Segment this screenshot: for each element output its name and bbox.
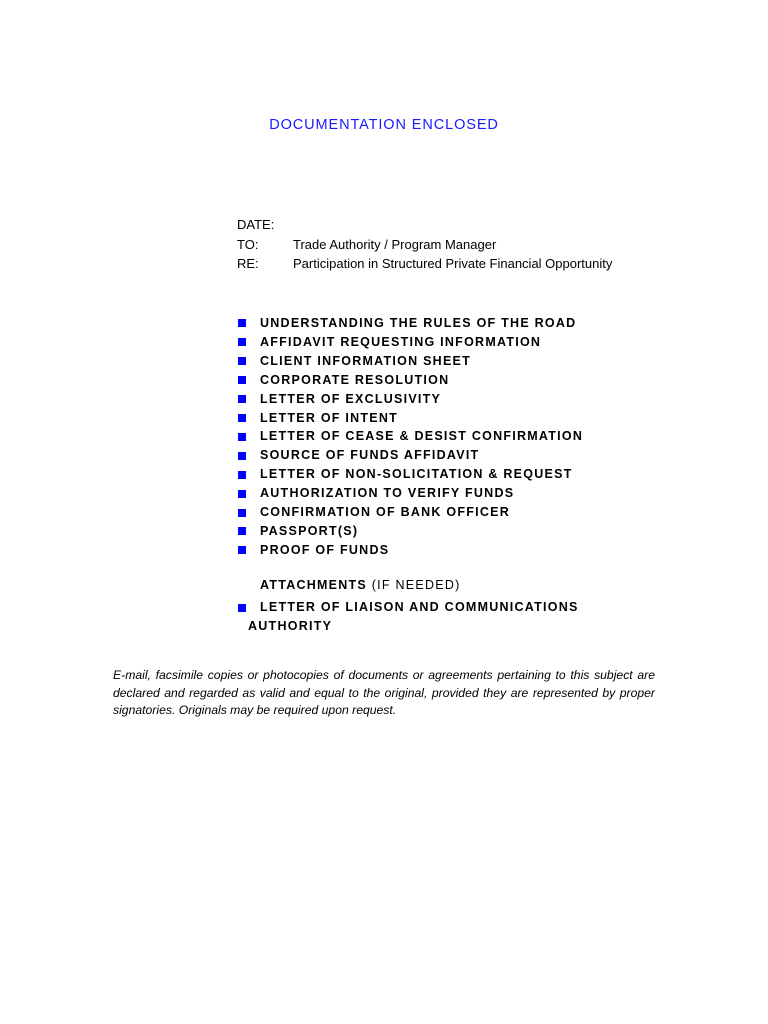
date-label: DATE:: [237, 217, 275, 232]
disclaimer-paragraph: E-mail, facsimile copies or photocopies of documents or agreements pertaining to this subject are declared and regarded as valid and equal to the original, provided they are represented by proper signatories. Originals may be required upon request.: [113, 668, 655, 717]
re-value: Participation in Structured Private Financial Opportunity: [293, 256, 613, 271]
square-bullet-icon: [238, 338, 246, 346]
list-item: [238, 522, 583, 541]
list-item-label: CORPORATE RESOLUTION: [260, 372, 450, 387]
list-item: [238, 352, 583, 371]
list-item: [238, 371, 583, 390]
list-item-label: UNDERSTANDING THE RULES OF THE ROAD: [260, 316, 577, 330]
enclosed-documents-list: [238, 314, 583, 560]
list-item: [238, 484, 583, 503]
list-item: [238, 333, 583, 352]
list-item-label: LETTER OF INTENT: [260, 410, 399, 425]
square-bullet-icon: [238, 319, 246, 327]
list-item-label: PASSPORT(S): [260, 523, 359, 538]
list-item: [238, 503, 583, 522]
list-item-label: LETTER OF NON-SOLICITATION & REQUEST: [260, 467, 573, 482]
re-label: RE:: [237, 256, 259, 271]
list-item: [238, 314, 583, 333]
list-item: [238, 427, 583, 446]
list-item: [238, 446, 583, 465]
to-row: [237, 235, 612, 255]
list-item-label: LETTER OF CEASE & DESIST CONFIRMATION: [260, 429, 584, 444]
attachments-label: ATTACHMENTS: [260, 578, 368, 592]
square-bullet-icon: [238, 509, 246, 517]
square-bullet-icon: [238, 527, 246, 535]
square-bullet-icon: [238, 433, 246, 441]
list-item: [238, 390, 583, 409]
list-item-label: LETTER OF EXCLUSIVITY: [260, 391, 442, 406]
list-item-label: CONFIRMATION OF BANK OFFICER: [260, 505, 511, 520]
page-title: DOCUMENTATION ENCLOSED: [269, 117, 499, 133]
square-bullet-icon: [238, 452, 246, 460]
list-item-label: PROOF OF FUNDS: [260, 542, 390, 557]
list-item: [238, 409, 583, 428]
attachments-heading: [260, 578, 461, 592]
to-label: TO:: [237, 236, 259, 252]
list-item-label: AFFIDAVIT REQUESTING INFORMATION: [260, 334, 542, 349]
list-item-label: CLIENT INFORMATION SHEET: [260, 353, 472, 368]
to-value: Trade Authority / Program Manager: [293, 236, 497, 252]
attachments-note: (IF NEEDED): [371, 578, 461, 592]
attachment-item-label: LETTER OF LIAISON AND COMMUNICATIONS: [260, 600, 579, 614]
attachment-item: [238, 598, 579, 636]
list-item: [238, 541, 583, 560]
list-item: [238, 465, 583, 484]
square-bullet-icon: [238, 357, 246, 365]
square-bullet-icon: [238, 546, 246, 554]
square-bullet-icon: [238, 490, 246, 498]
list-item-label: AUTHORIZATION TO VERIFY FUNDS: [260, 486, 515, 501]
re-row: [237, 254, 612, 274]
date-row: [237, 215, 612, 235]
square-bullet-icon: [238, 471, 246, 479]
square-bullet-icon: [238, 604, 246, 612]
square-bullet-icon: [238, 376, 246, 384]
memo-header: [237, 215, 612, 274]
attachment-item-continuation: AUTHORITY: [248, 619, 333, 633]
list-item-label: SOURCE OF FUNDS AFFIDAVIT: [260, 448, 480, 463]
square-bullet-icon: [238, 395, 246, 403]
square-bullet-icon: [238, 414, 246, 422]
attachment-item-first-line: [238, 598, 579, 617]
